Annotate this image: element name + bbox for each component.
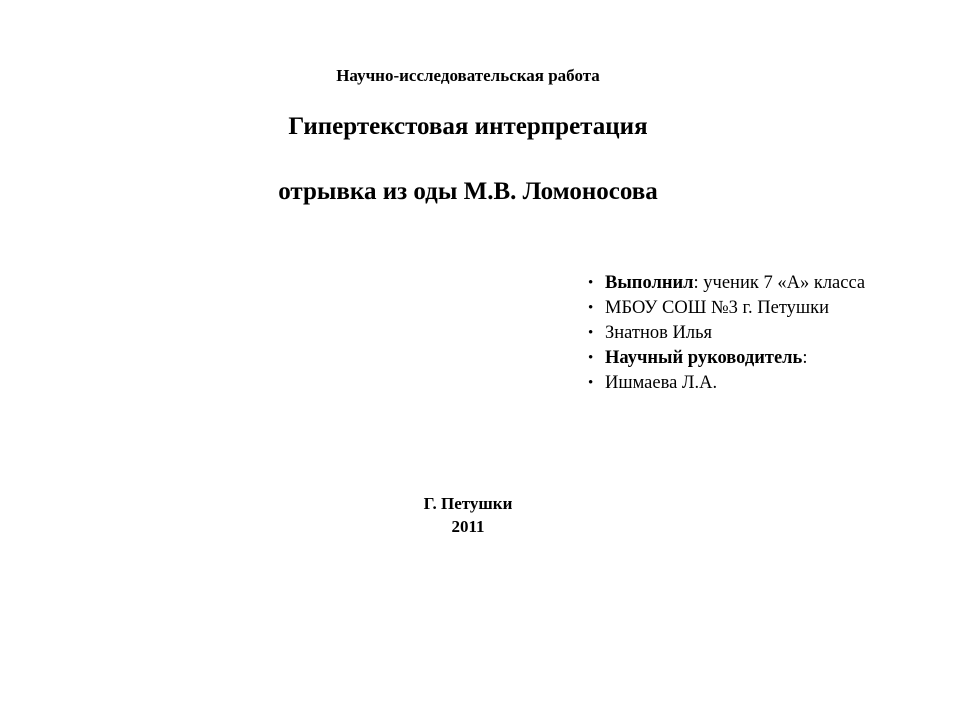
year: 2011 [451,517,485,536]
city: Г. Петушки [423,494,513,513]
list-item [588,346,867,371]
title-line-1: Гипертекстовая интерпретация [288,113,648,140]
work-type-heading: Научно-исследовательская работа [336,66,600,85]
list-item [588,371,867,396]
value: : ученик 7 «А» класса [693,273,866,293]
label: Выполнил [605,273,694,293]
title-line-2: отрывка из оды М.В. Ломоносова [278,178,658,205]
footer [0,492,936,538]
value: : [802,348,808,368]
list-item [588,296,867,321]
bullet-icon: • [588,300,594,316]
bullet-icon: • [588,350,594,366]
value: Знатнов Илья [605,323,713,343]
value: МБОУ СОШ №3 г. Петушки [605,298,830,318]
label: Научный руководитель [605,348,803,368]
bullet-icon: • [588,375,594,391]
list-item [588,271,867,296]
bullet-icon: • [588,325,594,341]
list-item [588,321,867,346]
bullet-icon: • [588,275,594,291]
value: Ишмаева Л.А. [605,373,718,393]
author-info-list [588,271,867,396]
